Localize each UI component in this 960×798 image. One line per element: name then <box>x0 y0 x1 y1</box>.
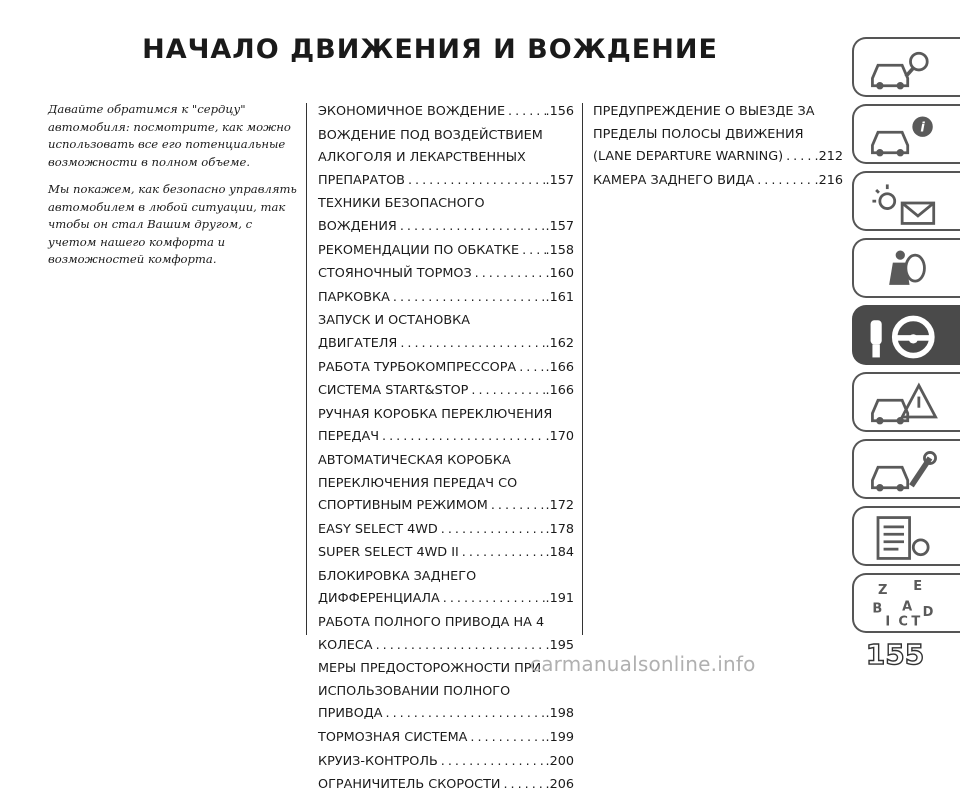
toc-entry[interactable] <box>318 310 574 355</box>
index-letter: C <box>898 614 908 630</box>
toc-entry[interactable] <box>318 751 574 774</box>
toc-dot-leader <box>373 635 546 658</box>
toc-dot-leader <box>383 703 546 726</box>
toc-page-number: .200 <box>545 753 574 769</box>
toc-dot-leader <box>379 426 545 449</box>
toc-page-number: .191 <box>545 591 574 607</box>
index-letter: A <box>902 599 913 615</box>
intro-paragraph: Мы покажем, как безопасно управлять автомобилем в любой ситуации, так чтобы он стал Вашим другом, с учетом нашего комфорта и возможностей комфорта. <box>48 182 297 266</box>
car-warning-triangle-icon <box>862 378 946 430</box>
toc-entry-line <box>318 588 574 611</box>
toc-dot-leader <box>440 588 546 611</box>
toc-entry-title: СПОРТИВНЫМ РЕЖИМОМ <box>318 498 488 514</box>
toc-entry[interactable] <box>318 380 574 403</box>
toc-entry-title: ЗАПУСК И ОСТАНОВКА <box>318 313 471 329</box>
toc-page-number: .195 <box>545 637 574 653</box>
toc-entry-line <box>318 263 574 286</box>
toc-entry-title: АВТОМАТИЧЕСКАЯ КОРОБКА <box>318 452 511 468</box>
toc-entry-title: ТОРМОЗНАЯ СИСТЕМА <box>318 730 468 746</box>
toc-entry-line <box>318 473 574 496</box>
toc-entry[interactable] <box>593 170 843 193</box>
toc-entry-title: АЛКОГОЛЯ И ЛЕКАРСТВЕННЫХ <box>318 150 526 166</box>
toc-entry-title: КРУИЗ-КОНТРОЛЬ <box>318 753 438 769</box>
toc-entry-title: СТОЯНОЧНЫЙ ТОРМОЗ <box>318 266 472 282</box>
toc-page-number: .157 <box>545 218 574 234</box>
toc-column-1 <box>318 101 574 798</box>
toc-entry[interactable] <box>318 519 574 542</box>
index-letter: T <box>911 614 921 630</box>
toc-entry-title: SUPER SELECT 4WD II <box>318 545 459 561</box>
toc-entry-title: ПРИВОДА <box>318 706 383 722</box>
svg-text:i: i <box>920 120 925 136</box>
toc-entry[interactable] <box>318 263 574 286</box>
airbag-safety-icon <box>862 244 946 296</box>
toc-entry[interactable] <box>318 566 574 611</box>
toc-dot-leader <box>519 240 545 263</box>
toc-entry-title: ДВИГАТЕЛЯ <box>318 335 398 351</box>
toc-page-number: .184 <box>545 545 574 561</box>
toc-entry-title: ОГРАНИЧИТЕЛЬ СКОРОСТИ <box>318 777 501 793</box>
car-search-icon <box>862 43 946 95</box>
toc-dot-leader <box>783 146 814 169</box>
toc-entry[interactable] <box>318 240 574 263</box>
section-tab[interactable] <box>852 238 960 298</box>
toc-entry-title: ВОЖДЕНИЕ ПОД ВОЗДЕЙСТВИЕМ <box>318 127 543 143</box>
intro-paragraph: Давайте обратимся к "сердцу" автомобиля: посмотрите, как можно использовать все его потенциальные возможности в полном объеме. <box>48 102 291 169</box>
toc-dot-leader <box>505 101 545 124</box>
section-tab[interactable] <box>852 104 960 164</box>
index-letter: D <box>922 605 934 621</box>
toc-entry-line <box>318 101 574 124</box>
toc-column-2 <box>593 101 843 193</box>
toc-entry-line <box>318 727 574 750</box>
index-letter: Z <box>878 582 888 598</box>
toc-entry-line <box>318 310 574 333</box>
toc-page-number: .157 <box>545 172 574 188</box>
toc-page-number: .199 <box>545 730 574 746</box>
toc-entry-line <box>318 703 574 726</box>
toc-entry-line <box>318 125 574 148</box>
section-tab[interactable] <box>852 506 960 566</box>
toc-entry[interactable] <box>318 287 574 310</box>
toc-page-number: .198 <box>545 706 574 722</box>
toc-entry-title: РАБОТА ТУРБОКОМПРЕССОРА <box>318 359 517 375</box>
toc-entry-line <box>318 287 574 310</box>
toc-entry-line <box>318 170 574 193</box>
toc-page-number: .162 <box>545 335 574 351</box>
toc-entry-line <box>318 357 574 380</box>
toc-entry[interactable] <box>318 193 574 238</box>
toc-entry-line <box>318 333 574 356</box>
toc-entry-line <box>318 404 574 427</box>
toc-entry-line <box>318 240 574 263</box>
toc-entry-title: ПРЕПАРАТОВ <box>318 172 405 188</box>
intro-text <box>48 101 298 279</box>
toc-entry-title: РУЧНАЯ КОРОБКА ПЕРЕКЛЮЧЕНИЯ <box>318 406 553 422</box>
toc-entry-title: КОЛЕСА <box>318 637 373 653</box>
toc-page-number: .172 <box>545 498 574 514</box>
toc-entry-line <box>318 566 574 589</box>
toc-entry-line <box>318 450 574 473</box>
toc-entry-title: ПЕРЕДАЧ <box>318 429 380 445</box>
toc-entry-title: ВОЖДЕНИЯ <box>318 218 397 234</box>
toc-entry-line <box>593 124 843 147</box>
specifications-list-icon <box>862 512 946 564</box>
toc-entry-line <box>318 426 574 449</box>
toc-entry[interactable] <box>318 357 574 380</box>
toc-page-number: .160 <box>545 266 574 282</box>
toc-entry-line <box>318 519 574 542</box>
toc-entry-line <box>318 147 574 170</box>
toc-entry-line <box>318 774 574 797</box>
toc-entry[interactable] <box>318 542 574 565</box>
toc-dot-leader <box>390 287 546 310</box>
toc-page-number: .161 <box>545 289 574 305</box>
toc-entry-title: ЭКОНОМИЧНОЕ ВОЖДЕНИЕ <box>318 104 506 119</box>
toc-entry-title: (LANE DEPARTURE WARNING) <box>593 149 784 165</box>
toc-entry-title: ДИФФЕРЕНЦИАЛА <box>318 591 440 607</box>
toc-dot-leader <box>516 357 545 380</box>
toc-entry[interactable] <box>318 774 574 797</box>
toc-page-number: .170 <box>545 429 574 445</box>
toc-entry[interactable] <box>318 404 574 449</box>
toc-entry-line <box>593 101 843 124</box>
toc-page-number: .212 <box>814 149 843 165</box>
car-service-wrench-icon <box>862 445 946 497</box>
warning-light-message-icon <box>862 177 946 229</box>
toc-entry[interactable] <box>593 101 843 169</box>
section-tab[interactable] <box>852 171 960 231</box>
toc-entry-title: ПАРКОВКА <box>318 289 390 305</box>
toc-entry-title: РАБОТА ПОЛНОГО ПРИВОДА НА 4 <box>318 615 545 631</box>
toc-dot-leader <box>459 542 546 565</box>
toc-entry[interactable] <box>318 125 574 193</box>
toc-dot-leader <box>472 263 546 286</box>
toc-entry-line <box>318 495 574 518</box>
index-letter: E <box>913 579 923 595</box>
toc-page-number: .206 <box>545 777 574 793</box>
toc-entry-title: ПРЕДУПРЕЖДЕНИЕ О ВЫЕЗДЕ ЗА <box>593 104 815 119</box>
toc-entry-title: ИСПОЛЬЗОВАНИИ ПОЛНОГО <box>318 683 511 699</box>
toc-entry-title: ПЕРЕКЛЮЧЕНИЯ ПЕРЕДАЧ СО <box>318 475 518 491</box>
toc-entry-line <box>593 170 843 193</box>
toc-dot-leader <box>754 170 814 193</box>
toc-entry[interactable] <box>318 450 574 518</box>
toc-entry-line <box>318 681 574 704</box>
section-tab[interactable] <box>852 37 960 97</box>
toc-entry-line <box>318 751 574 774</box>
toc-entry-title: ТЕХНИКИ БЕЗОПАСНОГО <box>318 196 485 212</box>
car-info-icon <box>862 110 946 162</box>
toc-page-number: .166 <box>545 359 574 375</box>
toc-dot-leader <box>397 333 545 356</box>
toc-dot-leader <box>488 495 546 518</box>
toc-dot-leader <box>438 519 546 542</box>
toc-entry-title: КАМЕРА ЗАДНЕГО ВИДА <box>593 172 755 188</box>
alphabetical-index-icon <box>862 579 946 631</box>
toc-entry-title: EASY SELECT 4WD <box>318 521 438 537</box>
toc-entry-title: БЛОКИРОВКА ЗАДНЕГО <box>318 568 477 584</box>
toc-entry-line <box>318 542 574 565</box>
key-steering-wheel-icon <box>862 311 946 363</box>
toc-page-number: .156 <box>545 104 574 119</box>
toc-dot-leader <box>468 380 545 403</box>
watermark: carmanualsonline.info <box>530 652 756 676</box>
column-divider <box>582 103 583 635</box>
toc-entry[interactable] <box>318 612 574 657</box>
toc-dot-leader <box>500 774 545 797</box>
toc-page-number: .178 <box>545 521 574 537</box>
toc-entry-title: МЕРЫ ПРЕДОСТОРОЖНОСТИ ПРИ <box>318 661 542 677</box>
column-divider <box>306 103 307 635</box>
toc-dot-leader <box>467 727 545 750</box>
toc-entry-title: СИСТЕМА START&STOP <box>318 383 469 399</box>
page-title: НАЧАЛО ДВИЖЕНИЯ И ВОЖДЕНИЕ <box>142 34 718 65</box>
toc-page-number: .166 <box>545 383 574 399</box>
toc-dot-leader <box>438 751 546 774</box>
section-tab[interactable] <box>852 305 960 365</box>
toc-entry-line <box>318 193 574 216</box>
toc-entry-line <box>318 216 574 239</box>
toc-entry[interactable] <box>318 101 574 124</box>
index-letter: B <box>872 601 883 617</box>
toc-entry-line <box>318 380 574 403</box>
toc-page-number: .216 <box>814 172 843 188</box>
toc-entry-line <box>318 612 574 635</box>
index-letter: I <box>885 614 891 630</box>
section-tab[interactable] <box>852 372 960 432</box>
section-tab[interactable] <box>852 573 960 633</box>
toc-entry-title: ПРЕДЕЛЫ ПОЛОСЫ ДВИЖЕНИЯ <box>593 126 804 142</box>
section-tab[interactable] <box>852 439 960 499</box>
page-number: 155 <box>865 638 925 671</box>
toc-entry-line <box>593 146 843 169</box>
toc-entry[interactable] <box>318 727 574 750</box>
toc-page-number: .158 <box>545 242 574 258</box>
toc-dot-leader <box>397 216 546 239</box>
toc-dot-leader <box>405 170 546 193</box>
toc-entry-title: РЕКОМЕНДАЦИИ ПО ОБКАТКЕ <box>318 242 520 258</box>
